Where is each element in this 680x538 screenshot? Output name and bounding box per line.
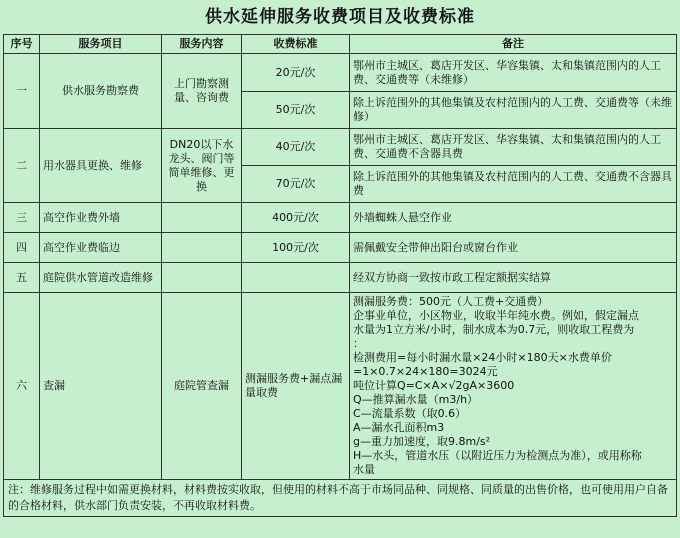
detail-line: Q—推算漏水量（m3/h）	[353, 393, 479, 406]
detail-line: 测漏服务费：500元（人工费+交通费）	[353, 295, 549, 308]
cell-price[interactable]: 测漏服务费+漏点漏量取费	[242, 293, 350, 480]
detail-line: g—重力加速度，取9.8m/s²	[353, 435, 491, 448]
page-title: 供水延伸服务收费项目及收费标准	[205, 7, 475, 27]
header-seq: 序号	[4, 35, 40, 54]
detail-line: 企事业单位，小区物业，收取半年纯水费。例如，假定漏点	[353, 309, 639, 322]
table-row	[4, 293, 677, 480]
cell-item[interactable]: 高空作业费临边	[40, 233, 162, 263]
cell-price[interactable]: 50元/次	[242, 92, 350, 129]
cell-remark[interactable]: 经双方协商一致按市政工程定额据实结算	[350, 263, 677, 293]
detail-line: ：	[353, 337, 364, 350]
cell-seq[interactable]: 一	[4, 54, 40, 129]
cell-item[interactable]: 庭院供水管道改造维修	[40, 263, 162, 293]
cell-seq[interactable]: 三	[4, 203, 40, 233]
cell-seq[interactable]: 四	[4, 233, 40, 263]
cell-seq[interactable]: 二	[4, 129, 40, 203]
cell-content[interactable]	[162, 233, 242, 263]
detail-line: C—流量系数（取0.6）	[353, 407, 467, 420]
footnote-row	[4, 480, 677, 517]
table-row	[4, 203, 677, 233]
cell-price[interactable]: 20元/次	[242, 54, 350, 92]
cell-content[interactable]	[162, 203, 242, 233]
cell-price[interactable]: 400元/次	[242, 203, 350, 233]
table-row	[4, 129, 677, 166]
cell-remark-detail[interactable]	[350, 293, 677, 480]
cell-content[interactable]: 上门勘察测量、咨询费	[162, 54, 242, 129]
cell-price[interactable]: 100元/次	[242, 233, 350, 263]
cell-seq[interactable]: 六	[4, 293, 40, 480]
cell-remark[interactable]: 鄂州市主城区、葛店开发区、华容集镇、太和集镇范围内的人工费、交通费等（未维修）	[350, 54, 677, 92]
header-price: 收费标准	[242, 35, 350, 54]
cell-item[interactable]: 供水服务勘察费	[40, 54, 162, 129]
detail-line: H—水头，管道水压（以附近压力为检测点为准），或用称称	[353, 449, 642, 462]
table-row	[4, 54, 677, 92]
cell-item[interactable]: 用水器具更换、维修	[40, 129, 162, 203]
detail-line: A—漏水孔面积m3	[353, 421, 445, 434]
detail-line: 吨位计算Q=C×A×√2gA×3600	[353, 379, 515, 392]
detail-line: 检测费用=每小时漏水量×24小时×180天×水费单价	[353, 351, 612, 364]
cell-remark[interactable]: 除上诉范围外的其他集镇及农村范围内的人工费、交通费等（未维修）	[350, 92, 677, 129]
cell-remark[interactable]: 鄂州市主城区、葛店开发区、华容集镇、太和集镇范围内的人工费、交通费不含器具费	[350, 129, 677, 166]
header-row	[4, 35, 677, 54]
cell-item[interactable]: 查漏	[40, 293, 162, 480]
header-item: 服务项目	[40, 35, 162, 54]
cell-seq[interactable]: 五	[4, 263, 40, 293]
detail-line: 水量为1立方米/小时，制水成本为0.7元，则收取工程费为	[353, 323, 635, 336]
cell-price[interactable]: 40元/次	[242, 129, 350, 166]
cell-content[interactable]	[162, 263, 242, 293]
cell-price[interactable]	[242, 263, 350, 293]
cell-remark[interactable]: 外墙蜘蛛人悬空作业	[350, 203, 677, 233]
detail-line: =1×0.7×24×180=3024元	[353, 365, 498, 378]
cell-content[interactable]: 庭院管查漏	[162, 293, 242, 480]
footnote[interactable]: 注：维修服务过程中如需更换材料，材料费按实收取，但使用的材料不高于市场同品种、同规格、同质量的出售价格，也可使用用户自备的合格材料，供水部门负责安装，不再收取材料费。	[4, 480, 677, 517]
cell-price[interactable]: 70元/次	[242, 166, 350, 203]
detail-line: 水量	[353, 463, 375, 476]
fee-table	[3, 34, 677, 517]
header-remark: 备注	[350, 35, 677, 54]
cell-item[interactable]: 高空作业费外墙	[40, 203, 162, 233]
table-row	[4, 263, 677, 293]
table-row	[4, 233, 677, 263]
cell-content[interactable]: DN20以下水龙头、阀门等简单维修、更换	[162, 129, 242, 203]
header-content: 服务内容	[162, 35, 242, 54]
cell-remark[interactable]: 需佩戴安全带伸出阳台或窗台作业	[350, 233, 677, 263]
cell-remark[interactable]: 除上诉范围外的其他集镇及农村范围内的人工费、交通费不含器具费	[350, 166, 677, 203]
